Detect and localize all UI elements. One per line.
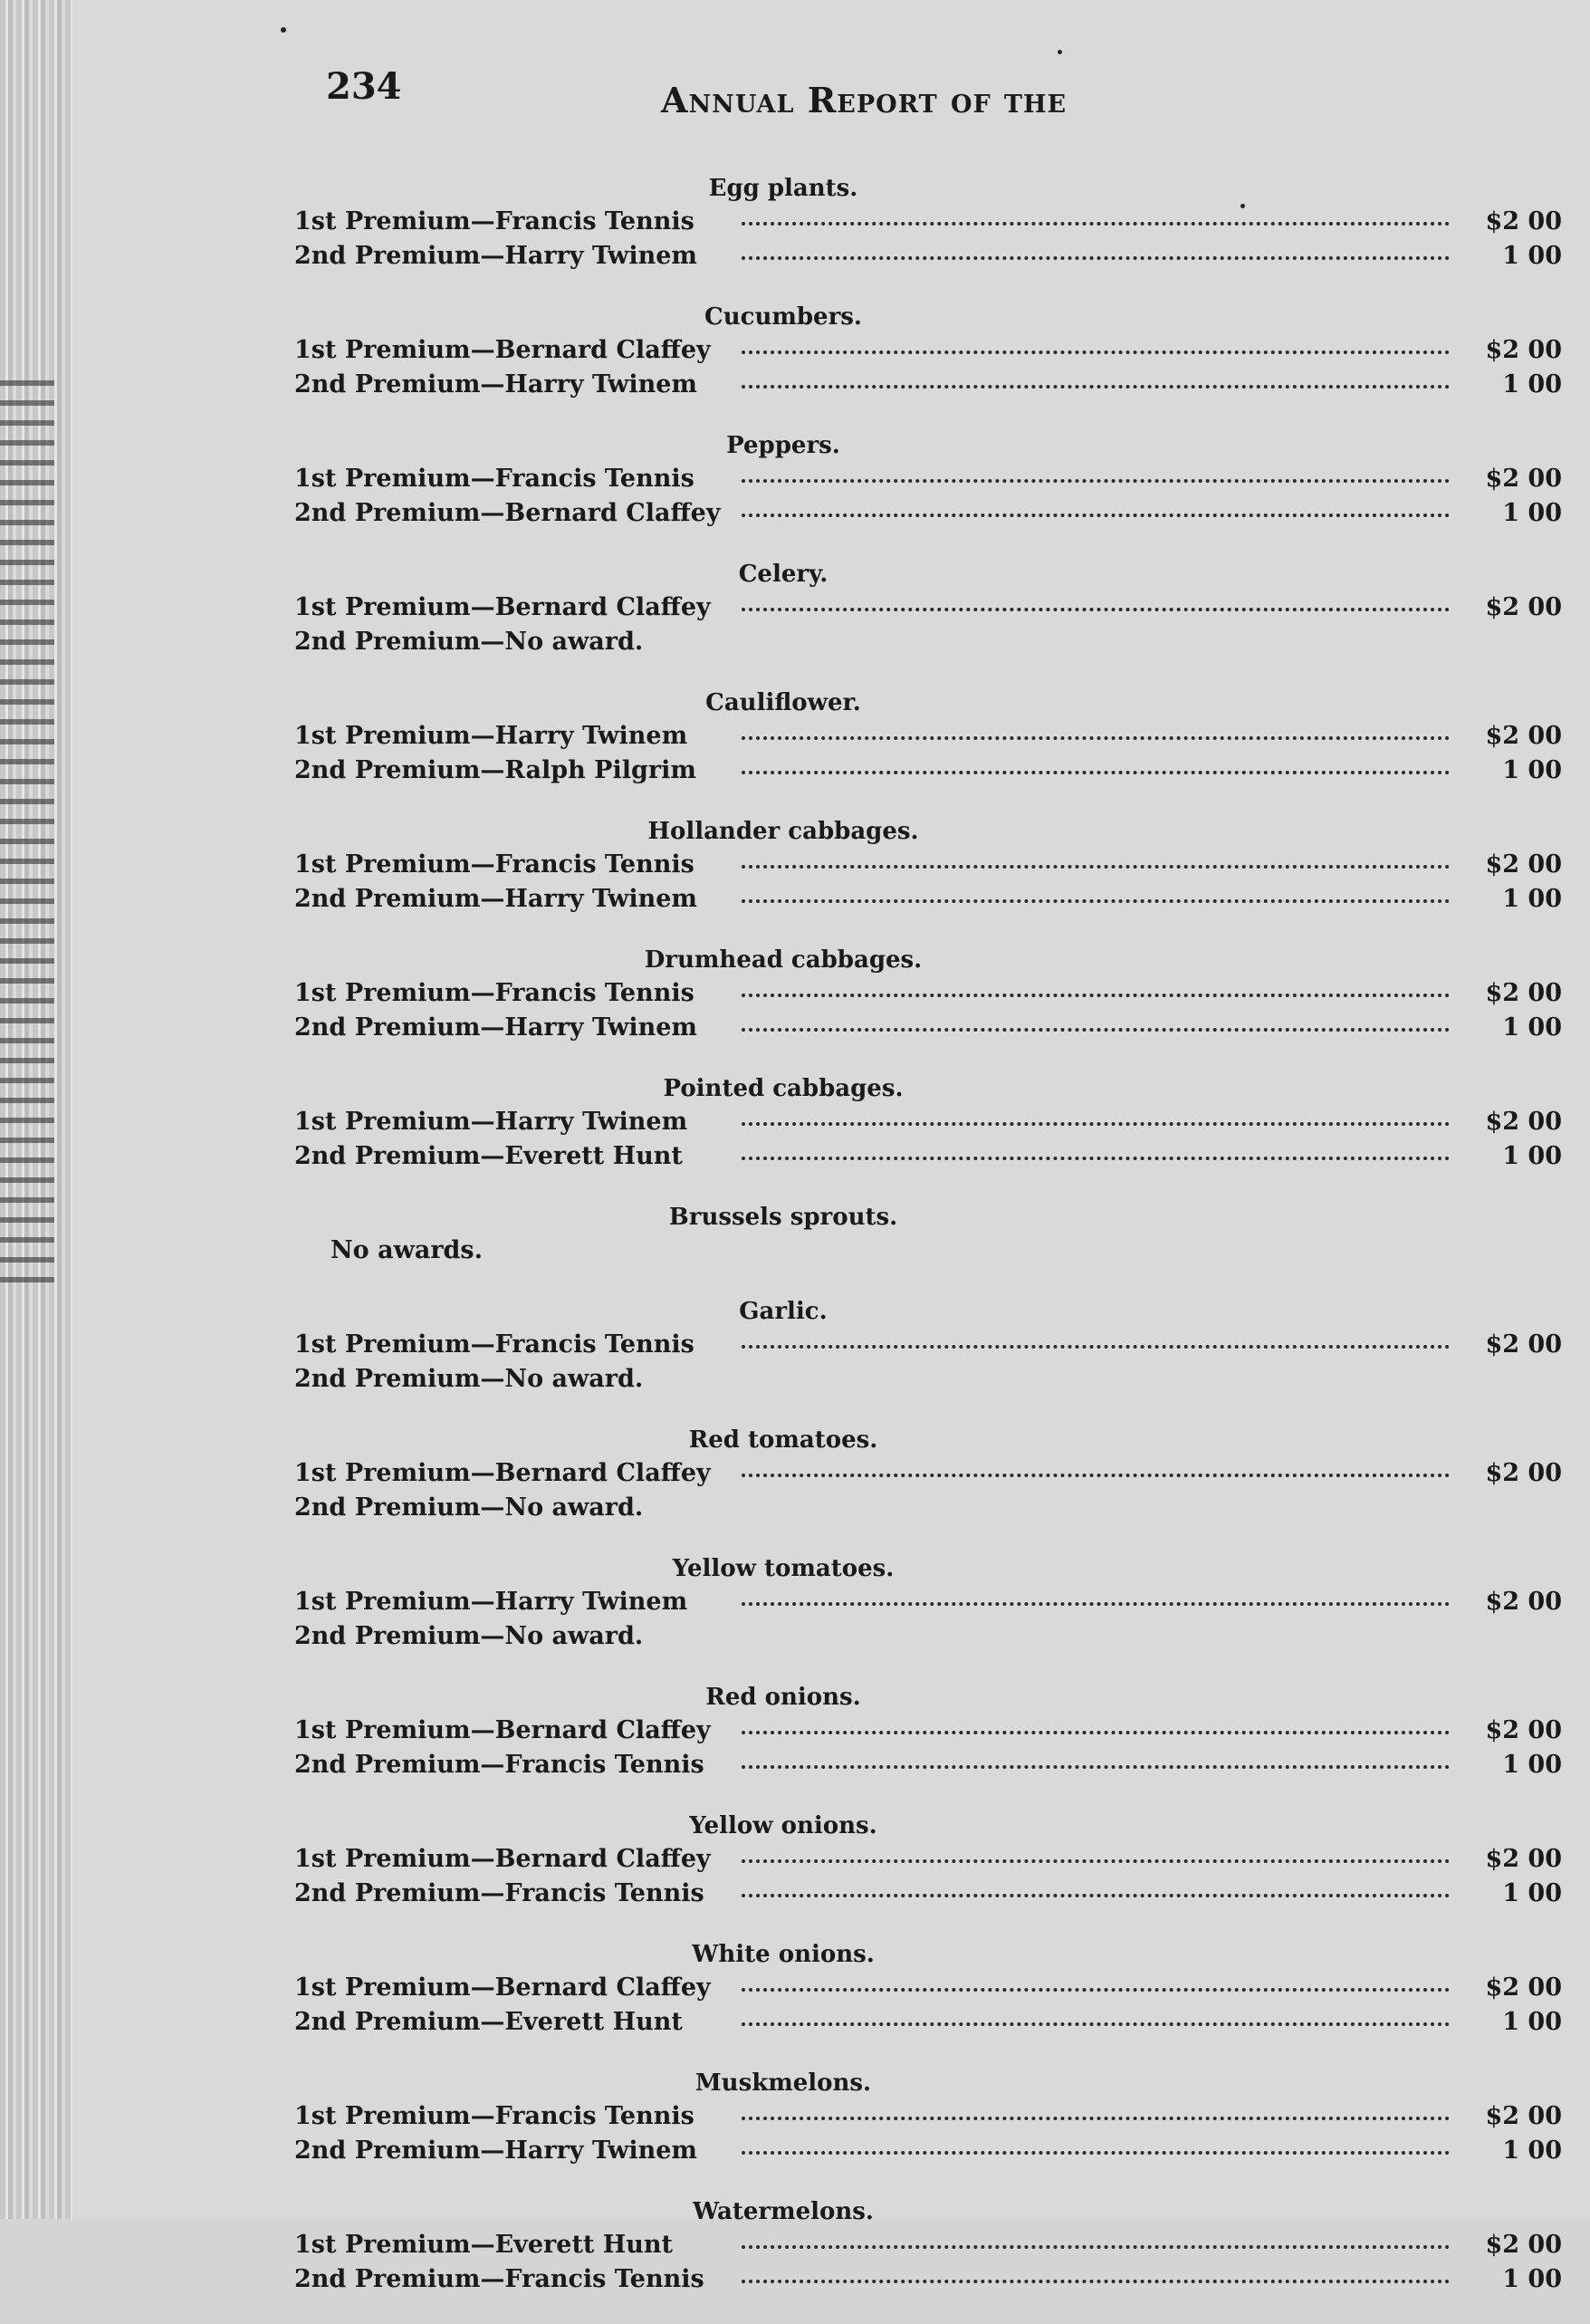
premium-row <box>294 848 1562 882</box>
premium-amount: $2 00 <box>1485 465 1562 493</box>
premium-label: 1st Premium—Francis Tennis <box>294 2102 694 2130</box>
premium-row <box>294 2099 1562 2134</box>
premium-section <box>294 944 1562 1045</box>
premium-row <box>294 2262 1562 2297</box>
premium-row <box>294 333 1562 368</box>
premium-amount: $2 00 <box>1485 2231 1562 2259</box>
premium-row <box>294 1328 1562 1362</box>
document-page <box>72 0 1590 2293</box>
dot-leader <box>742 206 1450 226</box>
premium-section <box>294 815 1562 917</box>
premium-row <box>294 1748 1562 1782</box>
premium-section <box>294 301 1562 402</box>
dot-leader <box>742 334 1450 354</box>
premium-row <box>294 368 1562 402</box>
dot-leader <box>742 369 1450 389</box>
dot-leader <box>742 977 1450 997</box>
premium-amount: 1 00 <box>1502 1013 1562 1042</box>
premium-row <box>294 976 1562 1011</box>
premium-label: 2nd Premium—Harry Twinem <box>294 1013 697 1042</box>
premium-section <box>294 1552 1562 1654</box>
premium-section <box>294 1424 1562 1525</box>
section-title: Red onions. <box>705 1684 861 1711</box>
premium-label: 1st Premium—Francis Tennis <box>294 979 694 1007</box>
premium-amount: $2 00 <box>1485 1716 1562 1744</box>
premium-amount: 1 00 <box>1502 499 1562 527</box>
premium-row <box>294 1619 1562 1654</box>
premium-row <box>294 1139 1562 1174</box>
premium-label: 1st Premium—Francis Tennis <box>294 207 694 235</box>
dot-leader <box>742 1140 1450 1160</box>
premium-amount: $2 00 <box>1485 722 1562 750</box>
premium-amount: $2 00 <box>1485 1588 1562 1616</box>
premium-label: 2nd Premium—Francis Tennis <box>294 2265 704 2293</box>
dot-leader <box>742 1012 1450 1032</box>
premium-label: 2nd Premium—Everett Hunt <box>294 2008 683 2036</box>
section-title: Cauliflower. <box>705 689 861 716</box>
section-title: Celery. <box>738 561 829 588</box>
premium-amount: $2 00 <box>1485 336 1562 364</box>
premium-row <box>294 462 1562 496</box>
section-title: Muskmelons. <box>694 2070 872 2097</box>
premium-label: 1st Premium—Harry Twinem <box>294 722 688 750</box>
premium-row <box>294 1491 1562 1525</box>
premium-section <box>294 558 1562 659</box>
premium-amount: 1 00 <box>1502 1751 1562 1779</box>
premium-section <box>294 1072 1562 1174</box>
premium-section <box>294 1295 1562 1397</box>
premium-row <box>294 1585 1562 1619</box>
dot-leader <box>742 1843 1450 1863</box>
premium-label: 2nd Premium—Ralph Pilgrim <box>294 756 696 784</box>
premium-row <box>294 1362 1562 1397</box>
premium-row <box>294 754 1562 788</box>
premium-row <box>294 2134 1562 2168</box>
premium-row <box>294 1456 1562 1491</box>
premium-label: 2nd Premium—No award. <box>294 1365 644 1393</box>
premium-amount: 1 00 <box>1502 370 1562 399</box>
premium-section <box>294 172 1562 274</box>
page-number: 234 <box>326 65 402 108</box>
premium-row <box>294 205 1562 239</box>
premium-section <box>294 2067 1562 2168</box>
premium-label: 2nd Premium—Francis Tennis <box>294 1879 704 1907</box>
premium-row <box>294 625 1562 659</box>
premium-label: 1st Premium—Francis Tennis <box>294 1330 694 1359</box>
binding-marks <box>0 380 54 1286</box>
premium-section <box>294 2195 1562 2297</box>
premium-amount: $2 00 <box>1485 1330 1562 1359</box>
dot-leader <box>742 754 1450 774</box>
premium-label: 2nd Premium—No award. <box>294 1493 644 1522</box>
section-title: Peppers. <box>726 432 840 459</box>
premium-row <box>294 1714 1562 1748</box>
premium-label: 2nd Premium—Harry Twinem <box>294 242 697 270</box>
premium-row <box>294 1105 1562 1139</box>
premium-label: 2nd Premium—No award. <box>294 628 644 656</box>
premium-amount: $2 00 <box>1485 593 1562 621</box>
premium-row <box>294 2228 1562 2262</box>
premium-label: 1st Premium—Francis Tennis <box>294 850 694 879</box>
print-speck <box>281 27 286 33</box>
premium-amount: 1 00 <box>1502 1142 1562 1170</box>
premium-amount: $2 00 <box>1485 1845 1562 1873</box>
premium-row <box>294 1842 1562 1877</box>
dot-leader <box>742 1329 1450 1349</box>
premium-label: 2nd Premium—Harry Twinem <box>294 885 697 913</box>
premium-label: 1st Premium—Bernard Claffey <box>294 336 711 364</box>
section-title: Yellow onions. <box>689 1812 877 1839</box>
premium-amount: 1 00 <box>1502 1879 1562 1907</box>
premium-section <box>294 1938 1562 2040</box>
premium-label: 2nd Premium—No award. <box>294 1622 644 1650</box>
premium-label: 1st Premium—Francis Tennis <box>294 465 694 493</box>
premium-row <box>294 719 1562 754</box>
premium-amount: $2 00 <box>1485 207 1562 235</box>
premium-row <box>294 2005 1562 2040</box>
dot-leader <box>742 1106 1450 1126</box>
print-speck <box>1058 50 1062 54</box>
premium-section <box>294 1681 1562 1782</box>
premium-amount: 1 00 <box>1502 2137 1562 2165</box>
premium-section <box>294 687 1562 788</box>
section-title: Cucumbers. <box>704 303 862 331</box>
dot-leader <box>742 2006 1450 2026</box>
dot-leader <box>742 883 1450 903</box>
section-title: Hollander cabbages. <box>647 818 919 845</box>
dot-leader <box>742 497 1450 517</box>
premium-amount: 1 00 <box>1502 756 1562 784</box>
premium-label: 1st Premium—Bernard Claffey <box>294 593 711 621</box>
section-title: Red tomatoes. <box>688 1426 878 1454</box>
premium-label: 1st Premium—Everett Hunt <box>294 2231 674 2259</box>
dot-leader <box>742 2229 1450 2249</box>
dot-leader <box>742 1749 1450 1769</box>
section-title: Egg plants. <box>708 175 858 202</box>
premium-amount: $2 00 <box>1485 1459 1562 1487</box>
section-title: Garlic. <box>739 1298 828 1325</box>
dot-leader <box>742 2100 1450 2120</box>
premium-label: 1st Premium—Bernard Claffey <box>294 1459 711 1487</box>
dot-leader <box>742 240 1450 260</box>
section-title: Drumhead cabbages. <box>644 946 923 974</box>
premium-row <box>294 1877 1562 1911</box>
premium-section <box>294 1201 1562 1268</box>
book-spine-edge <box>0 0 72 2219</box>
premium-label: 1st Premium—Harry Twinem <box>294 1108 688 1136</box>
premium-row <box>294 882 1562 917</box>
dot-leader <box>742 1877 1450 1897</box>
premium-label: 1st Premium—Harry Twinem <box>294 1588 688 1616</box>
premium-amount: $2 00 <box>1485 850 1562 879</box>
premium-amount: $2 00 <box>1485 979 1562 1007</box>
premium-label: 1st Premium—Bernard Claffey <box>294 1716 711 1744</box>
dot-leader <box>742 720 1450 740</box>
section-title: Brussels sprouts. <box>668 1204 898 1231</box>
premium-row <box>294 1971 1562 2005</box>
dot-leader <box>742 1457 1450 1477</box>
premium-row <box>294 591 1562 625</box>
premium-label: 2nd Premium—Harry Twinem <box>294 2137 697 2165</box>
dot-leader <box>742 463 1450 483</box>
premium-label: 2nd Premium—Francis Tennis <box>294 1751 704 1779</box>
premium-label: 2nd Premium—Harry Twinem <box>294 370 697 399</box>
section-title: Watermelons. <box>693 2198 874 2225</box>
premium-section <box>294 1810 1562 1911</box>
premium-amount: 1 00 <box>1502 2008 1562 2036</box>
dot-leader <box>742 591 1450 611</box>
premium-list <box>294 172 1562 2324</box>
premium-row <box>294 1011 1562 1045</box>
premium-row <box>294 496 1562 531</box>
premium-label: 2nd Premium—Bernard Claffey <box>294 499 721 527</box>
dot-leader <box>742 2263 1450 2283</box>
dot-leader <box>742 1586 1450 1606</box>
section-title: Yellow tomatoes. <box>672 1555 895 1582</box>
running-head: Annual Report of the <box>661 80 1068 120</box>
dot-leader <box>742 2135 1450 2155</box>
premium-amount: 1 00 <box>1502 242 1562 270</box>
dot-leader <box>742 1972 1450 1992</box>
premium-row <box>294 239 1562 274</box>
dot-leader <box>742 849 1450 869</box>
premium-amount: 1 00 <box>1502 885 1562 913</box>
premium-label: 1st Premium—Bernard Claffey <box>294 1845 711 1873</box>
premium-section <box>294 429 1562 531</box>
dot-leader <box>742 1714 1450 1734</box>
premium-label: 2nd Premium—Everett Hunt <box>294 1142 683 1170</box>
premium-label: 1st Premium—Bernard Claffey <box>294 1973 711 2002</box>
section-title: White onions. <box>692 1941 875 1968</box>
section-title: Pointed cabbages. <box>663 1075 904 1102</box>
premium-amount: $2 00 <box>1485 2102 1562 2130</box>
premium-amount: 1 00 <box>1502 2265 1562 2293</box>
premium-amount: $2 00 <box>1485 1973 1562 2002</box>
premium-amount: $2 00 <box>1485 1108 1562 1136</box>
section-note: No awards. <box>330 1236 484 1264</box>
